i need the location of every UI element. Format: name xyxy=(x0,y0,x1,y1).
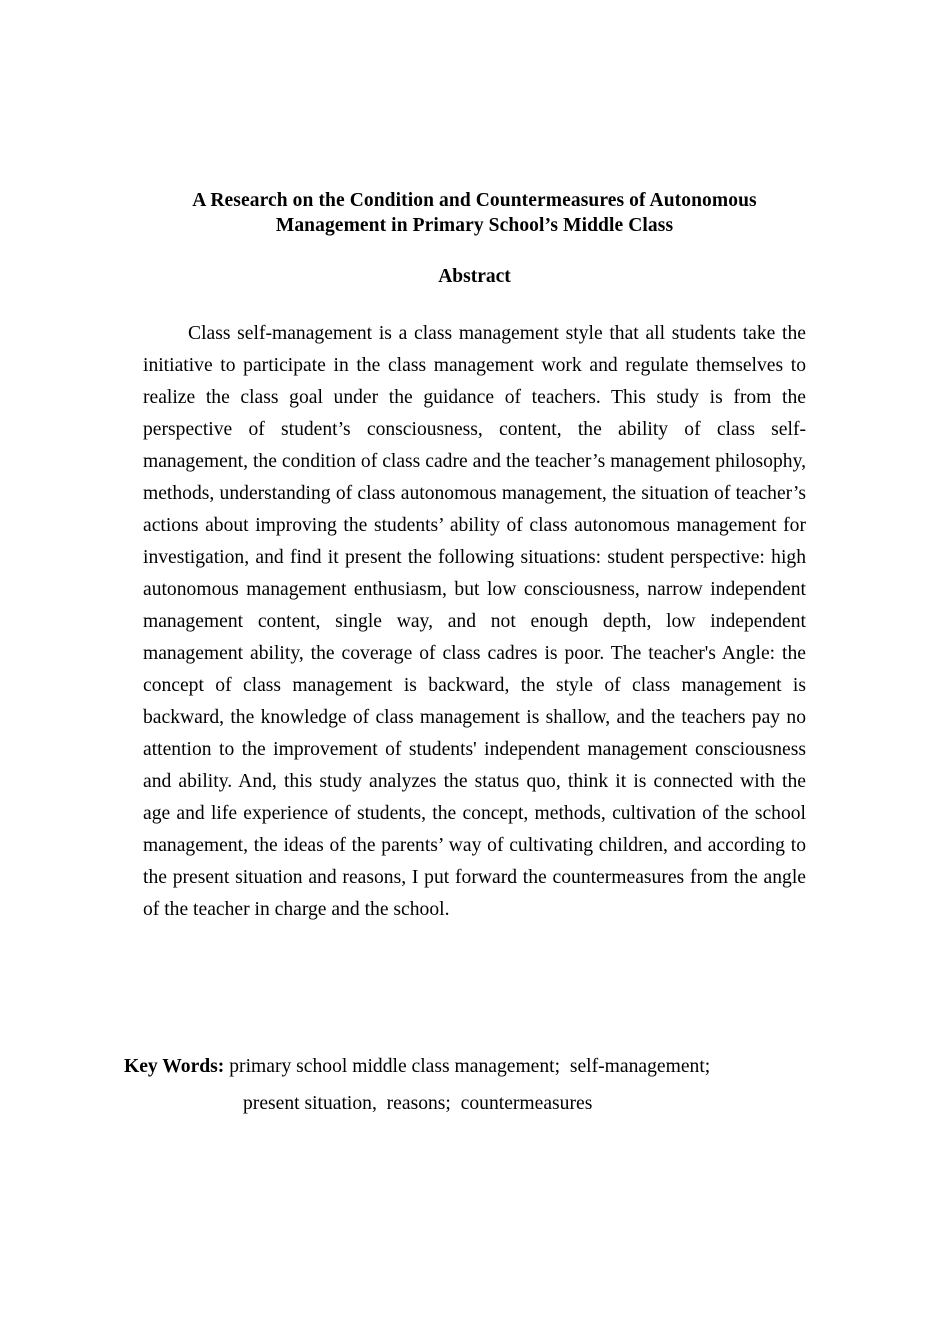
keywords-line-2: present situation, reasons; countermeasures xyxy=(243,1093,593,1114)
keywords-section xyxy=(124,1048,824,1122)
abstract-heading: Abstract xyxy=(438,266,511,287)
keywords-line-1: primary school middle class management; self-management; xyxy=(224,1056,711,1077)
keywords-label: Key Words: xyxy=(124,1056,225,1077)
abstract-paragraph: Class self-management is a class management style that all students take the initiative to participate in the class management work and regulate themselves to realize the class goal under the guidance of teachers. This study is from the perspective of student’s consciousness, content, the ability of class self-management, the condition of class cadre and the teacher’s management philosophy, methods, understanding of class autonomous management, the situation of teacher’s actions about improving the students’ ability of class autonomous management for investigation, and find it present the following situations: student perspective: high autonomous management enthusiasm, but low consciousness, narrow independent management content, single way, and not enough depth, low independent management ability, the coverage of class cadres is poor. The teacher's Angle: the concept of class management is backward, the style of class management is backward, the knowledge of class management is shallow, and the teachers pay no attention to the improvement of students' independent management consciousness and ability. And, this study analyzes the status quo, think it is connected with the age and life experience of students, the concept, methods, cultivation of the school management, the ideas of the parents’ way of cultivating children, and according to the present situation and reasons, I put forward the countermeasures from the angle of the teacher in charge and the school. xyxy=(143,323,806,920)
document-title: A Research on the Condition and Countermeasures of Autonomous Management in Primary School’s Middle Class xyxy=(192,190,757,236)
